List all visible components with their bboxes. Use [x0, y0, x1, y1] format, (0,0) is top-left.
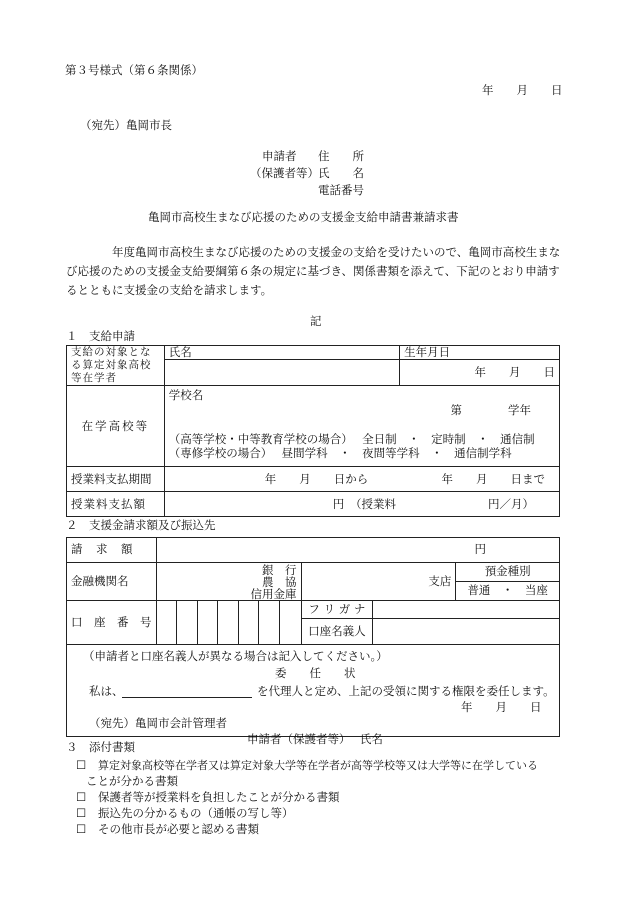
intro-paragraph: 年度亀岡市高校生まなび応援のための支援金の支給を受けたいので、亀岡市高校生まなび応援のための支援金支給要綱第６条の規定に基づき、関係書類を添えて、下記のとおり申請するとともに支援金の支給を請求します。 [66, 245, 561, 297]
guardian-label: （保護者等） [250, 166, 319, 180]
bank-type-bank: 銀 行 [262, 563, 297, 577]
deposit-type-options[interactable]: 普通 ・ 当座 [456, 582, 560, 601]
period-from: 年 月 日から [264, 472, 369, 487]
delegation-note: （申請者と口座名義人が異なる場合は記入してください。） [83, 649, 388, 663]
addressee: （宛先）亀岡市長 [80, 118, 172, 132]
address-label: 住 所 [318, 149, 364, 163]
birth-label: 生年月日 [400, 346, 560, 360]
course-type-highschool: （高等学校・中等教育学校の場合） 全日制 ・ 定時制 ・ 通信制 [168, 431, 535, 446]
document-title: 亀岡市高校生まなび応援のための支援金支給申請書兼請求書 [148, 210, 459, 224]
ki-mark: 記 [310, 314, 322, 328]
attachment-item-1-cont: ことが分かる書類 [86, 774, 178, 788]
account-holder-label: 口座名義人 [301, 619, 373, 645]
account-digit-3[interactable] [197, 601, 218, 645]
bank-type-coop: 農 協 [262, 575, 297, 589]
bank-label: 金融機関名 [67, 563, 157, 601]
account-digit-1[interactable] [156, 601, 177, 645]
section3-heading: ３ 添付書類 [66, 740, 135, 754]
claim-label: 請 求 額 [67, 538, 157, 563]
attachment-item-3: 振込先の分かるもの（通帳の写し等） [98, 806, 294, 820]
delegation-body: を代理人と定め、上記の受領に関する権限を委任します。 [257, 684, 555, 698]
furigana-label: フ リ ガ ナ [301, 601, 373, 619]
transfer-table [66, 537, 560, 746]
name-label: 氏 名 [318, 166, 364, 180]
account-digit-7[interactable] [279, 601, 301, 645]
amount-label: 授業料支払額 [67, 492, 165, 517]
attachment-checkbox-1[interactable]: ☐ [76, 758, 87, 772]
header-date: 年 月 日 [482, 83, 563, 97]
application-table [66, 345, 560, 517]
bank-type-shinkin: 信用金庫 [250, 587, 297, 601]
amount-field[interactable]: 円 （授業料 円／月） [164, 492, 559, 517]
school-label: 在学高校等 [67, 386, 165, 467]
attachment-item-1: 算定対象高校等在学者又は算定対象大学等在学者が高等学校等又は大学等に在学している [98, 759, 538, 772]
account-holder-field[interactable] [373, 619, 560, 645]
period-label: 授業料支払期間 [67, 467, 165, 492]
applicant-label: 申請者 [262, 149, 297, 163]
birth-date-field[interactable]: 年 月 日 [400, 360, 560, 386]
student-name-field[interactable] [164, 360, 399, 386]
account-label: 口 座 番 号 [67, 601, 157, 645]
delegation-box [67, 645, 560, 746]
claim-amount-field[interactable]: 円 [156, 538, 560, 563]
account-digit-2[interactable] [177, 601, 198, 645]
form-number: 第３号様式（第６条関係） [65, 63, 203, 77]
account-digit-4[interactable] [218, 601, 239, 645]
section2-heading: ２ 支援金請求額及び振込先 [66, 518, 216, 532]
attachment-checkbox-3[interactable]: ☐ [76, 806, 87, 820]
delegation-prefix: 私は、 [89, 684, 124, 698]
agent-name-field[interactable] [122, 697, 252, 698]
attachment-item-4: その他市長が必要と認める書類 [98, 822, 259, 836]
phone-label: 電話番号 [318, 183, 364, 197]
delegation-title: 委 任 状 [275, 666, 356, 680]
attachment-checkbox-2[interactable]: ☐ [76, 790, 87, 804]
account-digit-5[interactable] [238, 601, 259, 645]
target-label: 支給の対象となる算定対象高校等在学者 [67, 346, 165, 386]
furigana-field[interactable] [373, 601, 560, 619]
account-digit-6[interactable] [259, 601, 280, 645]
delegation-addressee: （宛先）亀岡市会計管理者 [89, 716, 227, 730]
attachment-checkbox-4[interactable]: ☐ [76, 822, 87, 836]
section1-heading: １ 支給申請 [66, 329, 135, 343]
deposit-type-label: 預金種別 [456, 563, 560, 582]
grade-field: 第 学年 [450, 403, 531, 418]
branch-field[interactable]: 支店 [301, 563, 456, 601]
delegation-date: 年 月 日 [461, 700, 542, 714]
school-name-label: 学校名 [168, 388, 204, 403]
student-name-label: 氏名 [164, 346, 399, 360]
period-cell[interactable] [164, 467, 559, 492]
delegation-signer: 申請者（保護者等） 氏名 [247, 732, 383, 746]
attachment-item-2: 保護者等が授業料を負担したことが分かる書類 [98, 790, 340, 804]
bank-name-field[interactable] [156, 563, 301, 601]
course-type-vocational: （専修学校の場合） 昼間学科 ・ 夜間等学科 ・ 通信制学科 [168, 445, 512, 460]
period-to: 年 月 日まで [441, 472, 545, 487]
school-cell[interactable] [164, 386, 559, 467]
